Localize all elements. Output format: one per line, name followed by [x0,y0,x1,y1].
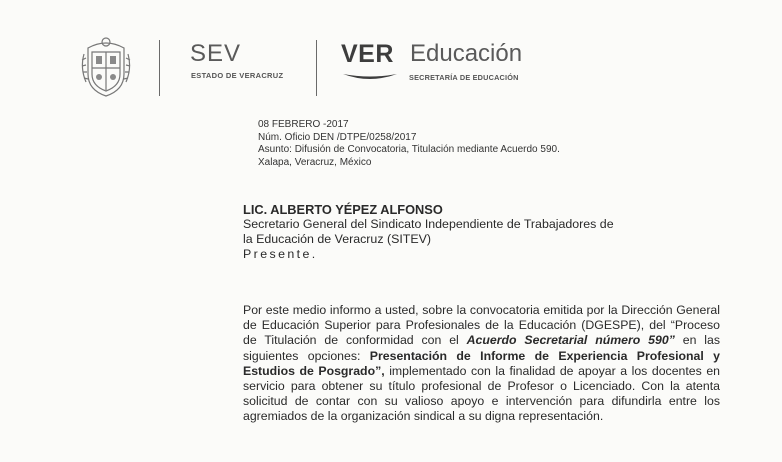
letter-date: 08 FEBRERO -2017 [258,119,349,130]
letter-body [243,303,720,425]
sev-subtitle: ESTADO DE VERACRUZ [191,71,284,80]
acuerdo-reference: Acuerdo Secretarial número 590” [466,333,675,348]
reference-block [258,119,560,169]
header-divider [316,40,317,96]
addressee-block [243,202,614,262]
ver-logo-text: VER [341,40,394,68]
addressee-title-line: Secretario General del Sindicato Independiente de Trabajadores de [243,217,614,231]
location-line: Xalapa, Veracruz, México [258,156,372,168]
addressee-title-line: la Educación de Veracruz (SITEV) [243,232,432,246]
sev-logo-text: SEV [190,40,242,67]
presente-line: Presente. [243,247,318,261]
subject-line: Asunto: Difusión de Convocatoria, Titulación mediante Acuerdo 590. [258,144,560,155]
addressee-name: LIC. ALBERTO YÉPEZ ALFONSO [243,202,443,217]
body-text: Por este medio informo a usted, sobre la convocatoria emitida por la Dirección General de Educación Superior para Profesionales de la Educación (DGESPE), del “Proceso de Titulación de conformidad con el [243,303,720,348]
body-text: en las siguientes opciones: [243,333,721,363]
veracruz-coat-of-arms-icon [78,34,134,100]
educacion-logo-text: Educación [410,40,523,67]
header-divider [159,40,160,96]
body-text: implementado con la finalidad de apoyar a los docentes en servicio para obtener su título profesional de Profesor o Licenciado. Con la atenta solicitud de contar con su valioso apoyo e intervención para difundirla entre los agremiados de la organización sindical a su digna representación. [243,363,721,424]
oficio-number: Núm. Oficio DEN /DTPE/0258/2017 [258,131,417,143]
secretaria-subtitle: SECRETARÍA DE EDUCACIÓN [409,73,519,82]
ver-swoosh-icon [341,70,399,82]
options-emphasis: Presentación de Informe de Experiencia Profesional y Estudios de Posgrado”, [243,348,720,378]
